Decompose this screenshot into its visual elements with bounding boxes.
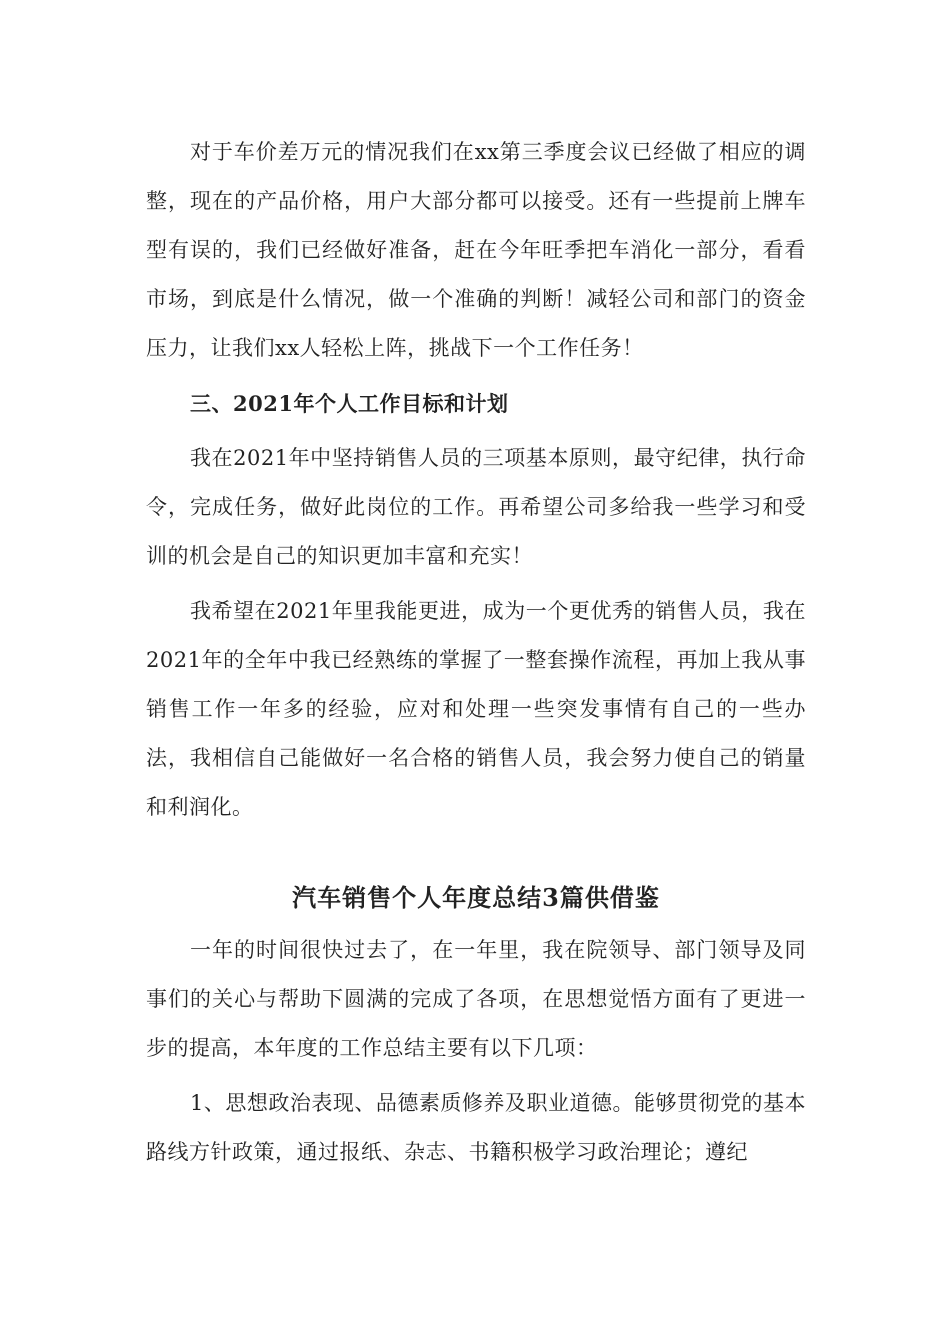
body-paragraph: 我希望在2021年里我能更进，成为一个更优秀的销售人员，我在2021年的全年中我已经熟练的掌握了一整套操作流程，再加上我从事销售工作一年多的经验，应对和处理一些突发事情有自己的一些办法，我相信自己能做好一名合格的销售人员，我会努力使自己的销量和利润化。 (146, 599, 806, 819)
section-heading: 三、2021年个人工作目标和计划 (190, 391, 509, 416)
body-paragraph: 一年的时间很快过去了，在一年里，我在院领导、部门领导及同事们的关心与帮助下圆满的完成了各项，在思想觉悟方面有了更进一步的提高，本年度的工作总结主要有以下几项： (146, 938, 806, 1060)
body-paragraph: 1、思想政治表现、品德素质修养及职业道德。能够贯彻党的基本路线方针政策，通过报纸、杂志、书籍积极学习政治理论；遵纪 (146, 1091, 806, 1164)
body-paragraph: 对于车价差万元的情况我们在xx第三季度会议已经做了相应的调整，现在的产品价格，用户大部分都可以接受。还有一些提前上牌车型有误的，我们已经做好准备，赶在今年旺季把车消化一部分，看看市场，到底是什么情况，做一个准确的判断！减轻公司和部门的资金压力，让我们xx人轻松上阵，挑战下一个工作任务！ (146, 140, 806, 360)
article-title: 汽车销售个人年度总结3篇供借鉴 (292, 883, 660, 912)
body-paragraph: 我在2021年中坚持销售人员的三项基本原则，最守纪律，执行命令，完成任务，做好此岗位的工作。再希望公司多给我一些学习和受训的机会是自己的知识更加丰富和充实！ (146, 446, 806, 568)
document-body (146, 128, 806, 1177)
